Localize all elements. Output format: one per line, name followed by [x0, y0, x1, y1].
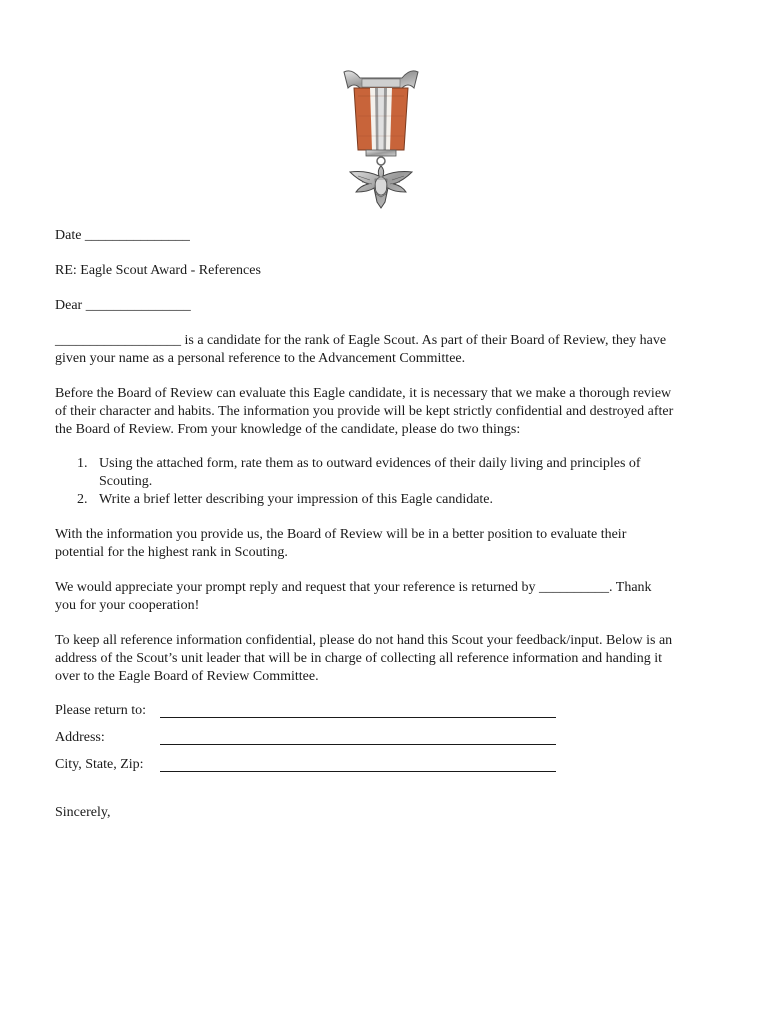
field-city-state-zip — [55, 756, 675, 783]
field-label: Address: — [55, 730, 105, 745]
field-label: Please return to: — [55, 703, 146, 718]
paragraph-information: With the information you provide us, the Board of Review will be in a better position to evaluate their potential for the highest rank in Scouting. — [55, 527, 627, 560]
letter-body — [55, 227, 675, 822]
list-number: 1. — [77, 456, 88, 471]
field-address — [55, 729, 675, 756]
salutation: Dear _______________ — [55, 298, 191, 313]
list-text: Write a brief letter describing your impression of this Eagle candidate. — [99, 492, 494, 507]
blank-line[interactable] — [160, 717, 556, 718]
instruction-list — [55, 455, 675, 509]
list-number: 2. — [77, 492, 88, 507]
field-label: City, State, Zip: — [55, 757, 144, 772]
return-address-fields — [55, 702, 675, 783]
eagle-scout-medal-icon — [338, 66, 424, 212]
re-line: RE: Eagle Scout Award - References — [55, 263, 261, 278]
list-text: Using the attached form, rate them as to outward evidences of their daily living and principles of Scouting. — [99, 456, 641, 489]
paragraph-board-review: Before the Board of Review can evaluate this Eagle candidate, it is necessary that we make a thorough review of their character and habits. The information you provide will be kept strictly confidential and destroyed after the Board of Review. From your knowledge of the candidate, please do two things: — [55, 386, 674, 437]
blank-line[interactable] — [160, 771, 556, 772]
closing: Sincerely, — [55, 805, 111, 820]
list-item — [55, 491, 675, 509]
date-line: Date _______________ — [55, 228, 190, 243]
paragraph-reply: We would appreciate your prompt reply and request that your reference is returned by __________. Thank you for your cooperation! — [55, 580, 652, 613]
paragraph-candidate: __________________ is a candidate for the rank of Eagle Scout. As part of their Board of Review, they have given your name as a personal reference to the Advancement Committee. — [55, 333, 667, 366]
list-item — [55, 455, 675, 491]
paragraph-confidential: To keep all reference information confidential, please do not hand this Scout your feedback/input. Below is an address of the Scout’s unit leader that will be in charge of collecting all reference information and handing it over to the Eagle Board of Review Committee. — [55, 633, 673, 684]
field-return-to — [55, 702, 675, 729]
blank-line[interactable] — [160, 744, 556, 745]
